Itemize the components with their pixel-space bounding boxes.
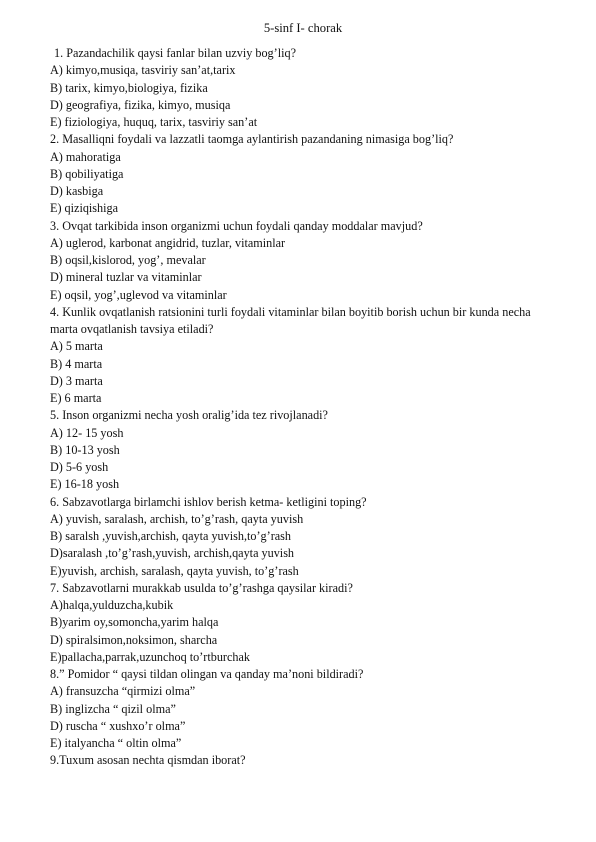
- answer-option: D) 5-6 yosh: [50, 460, 109, 474]
- answer-option: D) geografiya, fizika, kimyo, musiqa: [50, 97, 231, 112]
- question-block: [50, 580, 556, 666]
- answer-option: D) 3 marta: [50, 373, 103, 388]
- answer-option: B)yarim oy,somoncha,yarim halqa: [50, 615, 219, 630]
- answer-option: B) 4 marta: [50, 356, 103, 371]
- question-list: [0, 45, 596, 770]
- question-text: 3. Ovqat tarkibida inson organizmi uchun foydali qanday moddalar mavjud?: [50, 218, 423, 233]
- answer-option: E) qiziqishiga: [50, 201, 119, 216]
- answer-option: A) yuvish, saralash, archish, to’g’rash, qayta yuvish: [50, 511, 304, 526]
- question-text: 9.Tuxum asosan nechta qismdan iborat?: [50, 753, 246, 768]
- answer-option: E) italyancha “ oltin olma”: [50, 736, 182, 750]
- answer-option: A) mahoratiga: [50, 149, 121, 164]
- question-text: 7. Sabzavotlarni murakkab usulda to’g’rashga qaysilar kiradi?: [50, 580, 353, 595]
- answer-option: E) oqsil, yog’,uglevod va vitaminlar: [50, 287, 227, 302]
- answer-option: E) 6 marta: [50, 391, 102, 405]
- question-text: 4. Kunlik ovqatlanish ratsionini turli foydali vitaminlar bilan boyitib borish uchun bir kunda necha marta ovqatlanish tavsiya etiladi?: [50, 304, 531, 336]
- question-block: [50, 45, 556, 131]
- question-text: 6. Sabzavotlarga birlamchi ishlov berish ketma- ketligini toping?: [50, 494, 367, 509]
- question-block: [50, 494, 556, 580]
- answer-option: D) kasbiga: [50, 184, 104, 198]
- answer-option: E)pallacha,parrak,uzunchoq to’rtburchak: [50, 649, 250, 664]
- answer-option: A) 12- 15 yosh: [50, 425, 124, 440]
- question-text: 1. Pazandachilik qaysi fanlar bilan uzviy bog’liq?: [54, 46, 296, 60]
- answer-option: E) fiziologiya, huquq, tarix, tasviriy san’at: [50, 115, 258, 129]
- answer-option: D) mineral tuzlar va vitaminlar: [50, 270, 202, 285]
- page-title: 5-sinf I- chorak: [263, 21, 343, 35]
- answer-option: D) spiralsimon,noksimon, sharcha: [50, 632, 218, 647]
- answer-option: B) inglizcha “ qizil olma”: [50, 701, 176, 716]
- question-text: 2. Masalliqni foydali va lazzatli taomga aylantirish pazandaning nimasiga bog’liq?: [50, 132, 454, 147]
- answer-option: A) fransuzcha “qirmizi olma”: [50, 684, 196, 699]
- answer-option: B) qobiliyatiga: [50, 166, 124, 181]
- answer-option: A) 5 marta: [50, 339, 103, 354]
- answer-option: A) kimyo,musiqa, tasviriy san’at,tarix: [50, 63, 236, 78]
- answer-option: D) ruscha “ xushxo’r olma”: [50, 718, 186, 733]
- question-text: 8.” Pomidor “ qaysi tildan olingan va qanday ma’noni bildiradi?: [50, 667, 364, 681]
- answer-option: B) oqsil,kislorod, yog’, mevalar: [50, 253, 206, 267]
- question-block: [50, 752, 556, 769]
- question-block: [50, 407, 556, 493]
- question-block: [50, 131, 556, 217]
- answer-option: E) 16-18 yosh: [50, 477, 120, 492]
- answer-option: B) tarix, kimyo,biologiya, fizika: [50, 80, 208, 95]
- answer-option: A) uglerod, karbonat angidrid, tuzlar, vitaminlar: [50, 235, 286, 250]
- question-block: [50, 218, 556, 304]
- answer-option: B) saralsh ,yuvish,archish, qayta yuvish,to’g’rash: [50, 529, 291, 543]
- question-text: 5. Inson organizmi necha yosh oralig’ida tez rivojlanadi?: [50, 408, 328, 423]
- question-block: [50, 666, 556, 752]
- question-block: [50, 304, 556, 408]
- answer-option: D)saralash ,to’g’rash,yuvish, archish,qayta yuvish: [50, 546, 295, 561]
- answer-option: B) 10-13 yosh: [50, 442, 120, 457]
- answer-option: E)yuvish, archish, saralash, qayta yuvish, to’g’rash: [50, 563, 299, 578]
- answer-option: A)halqa,yulduzcha,kubik: [50, 598, 174, 612]
